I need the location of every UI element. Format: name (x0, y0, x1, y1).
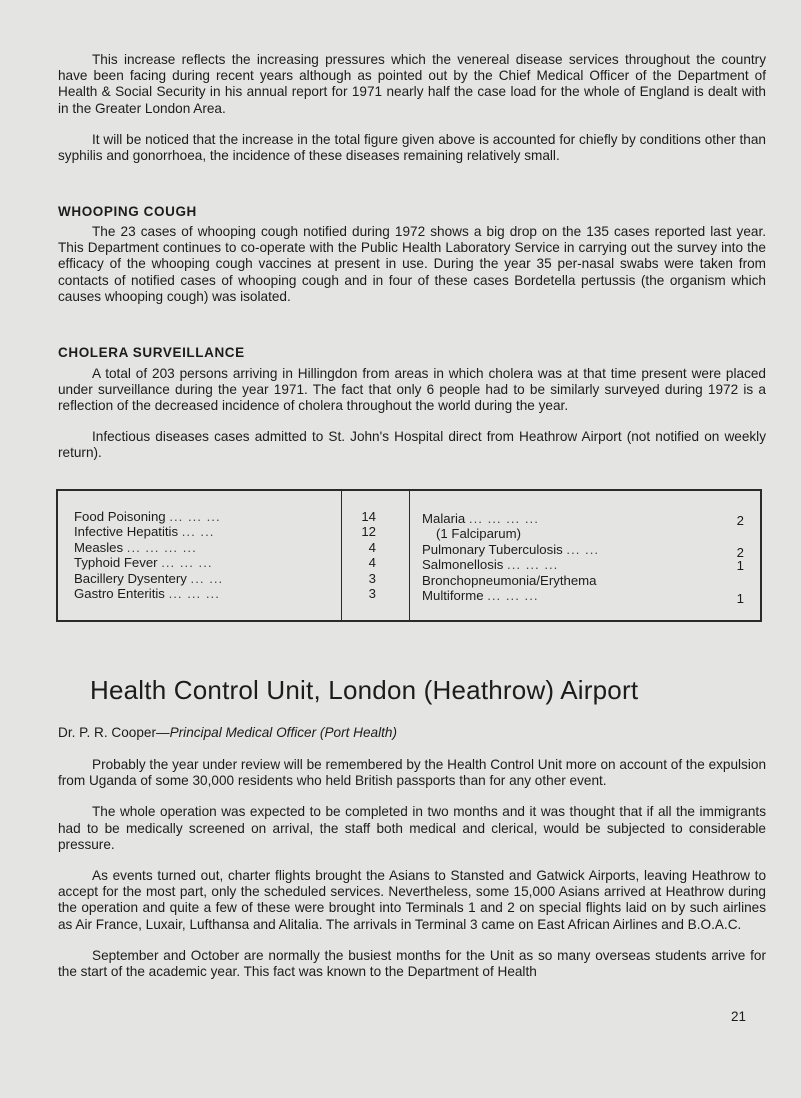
whooping-cough-section (58, 224, 766, 305)
paragraph-vd-increase: This increase reflects the increasing pressures which the venereal disease services throughout the country have been facing during recent years although as pointed out by the Chief Medical Officer of the Department of Health & Social Security in his annual report for 1971 nearly half the case load for the whole of England is dealt with in the Greater London Area. (58, 52, 766, 116)
intro-section (58, 52, 766, 164)
byline-role: Principal Medical Officer (Port Health) (169, 725, 397, 740)
cholera-section (58, 366, 766, 461)
byline-name: Dr. P. R. Cooper— (58, 725, 170, 740)
table-row: Multiforme ... ... ... 1 (422, 588, 744, 607)
infectious-diseases-table (56, 489, 762, 622)
heading-cholera-surveillance: CHOLERA SURVEILLANCE (58, 345, 245, 360)
table-row: Measles ... ... ... ... 4 (74, 539, 376, 555)
section-title-health-control-unit: Health Control Unit, London (Heathrow) Airport (90, 675, 639, 705)
heading-whooping-cough: WHOOPING COUGH (58, 204, 197, 219)
table-row: Infective Hepatitis ... ... 12 (74, 524, 376, 540)
paragraph-operation: The whole operation was expected to be completed in two months and it was thought that if all the immigrants had to be medically screened on arrival, the staff both medical and clerical, would be subjected to considerable pressure. (58, 804, 766, 852)
paragraph-charter-flights: As events turned out, charter flights brought the Asians to Stansted and Gatwick Airports, leaving Heathrow to accept for the most part, only the scheduled services. Nevertheless, some 15,000 Asians arrived at Heathrow during the operation and quite a few of these were brought into Terminals 1 and 2 on special flights laid on by such airlines as Air France, Luxair, Lufthansa and Alitalia. The arrivals in Terminal 3 came on East African Airlines and B.O.A.C. (58, 868, 766, 932)
table-left-column (74, 509, 390, 601)
table-row: Pulmonary Tuberculosis ... ... 2 (422, 541, 744, 560)
table-divider-middle (409, 491, 410, 620)
table-row: Malaria ... ... ... ... 2 (422, 511, 744, 528)
table-row: Bronchopneumonia/Erythema (422, 572, 597, 588)
table-row: (1 Falciparum) (436, 526, 522, 542)
paragraph-total-figure: It will be noticed that the increase in the total figure given above is accounted for chiefly by conditions other than syphilis and gonorrhoea, the incidence of these diseases remaining relatively small. (58, 131, 766, 164)
table-row: Typhoid Fever ... ... ... 4 (74, 555, 376, 571)
table-row: Salmonellosis ... ... ... 1 (422, 557, 744, 574)
paragraph-st-johns: Infectious diseases cases admitted to St. John's Hospital direct from Heathrow Airport (not notified on weekly return). (58, 428, 766, 460)
paragraph-uganda: Probably the year under review will be remembered by the Health Control Unit more on account of the expulsion from Uganda of some 30,000 residents who held British passports than for any other event. (58, 757, 766, 789)
paragraph-cholera: A total of 203 persons arriving in Hillingdon from areas in which cholera was at that time present were placed under surveillance during the year 1971. The fact that only 6 people had to be similarly surveyed during 1972 is a reflection of the decreased incidence of cholera throughout the world during the year. (58, 366, 766, 414)
table-right-column (422, 509, 752, 607)
paragraph-september-october: September and October are normally the busiest months for the Unit as so many overseas students arrive for the start of the academic year. This fact was known to the Department of Health (58, 947, 766, 980)
table-row: Gastro Enteritis ... ... ... 3 (74, 586, 376, 602)
table-row: Bacillery Dysentery ... ... 3 (74, 570, 376, 586)
byline (58, 725, 397, 740)
page-number: 21 (731, 1009, 747, 1024)
health-control-section (58, 757, 766, 980)
table-row: Food Poisoning ... ... ... 14 (74, 509, 376, 524)
paragraph-whooping-cough: The 23 cases of whooping cough notified during 1972 shows a big drop on the 135 cases reported last year. This Department continues to co-operate with the Public Health Laboratory Service in carrying out the survey into the efficacy of the whooping cough vaccines at present in use. During the year 35 per-nasal swabs were taken from contacts of notified cases of whooping cough and in four of these cases Bordetella pertussis (the organism which causes whooping cough) was isolated. (58, 224, 766, 304)
